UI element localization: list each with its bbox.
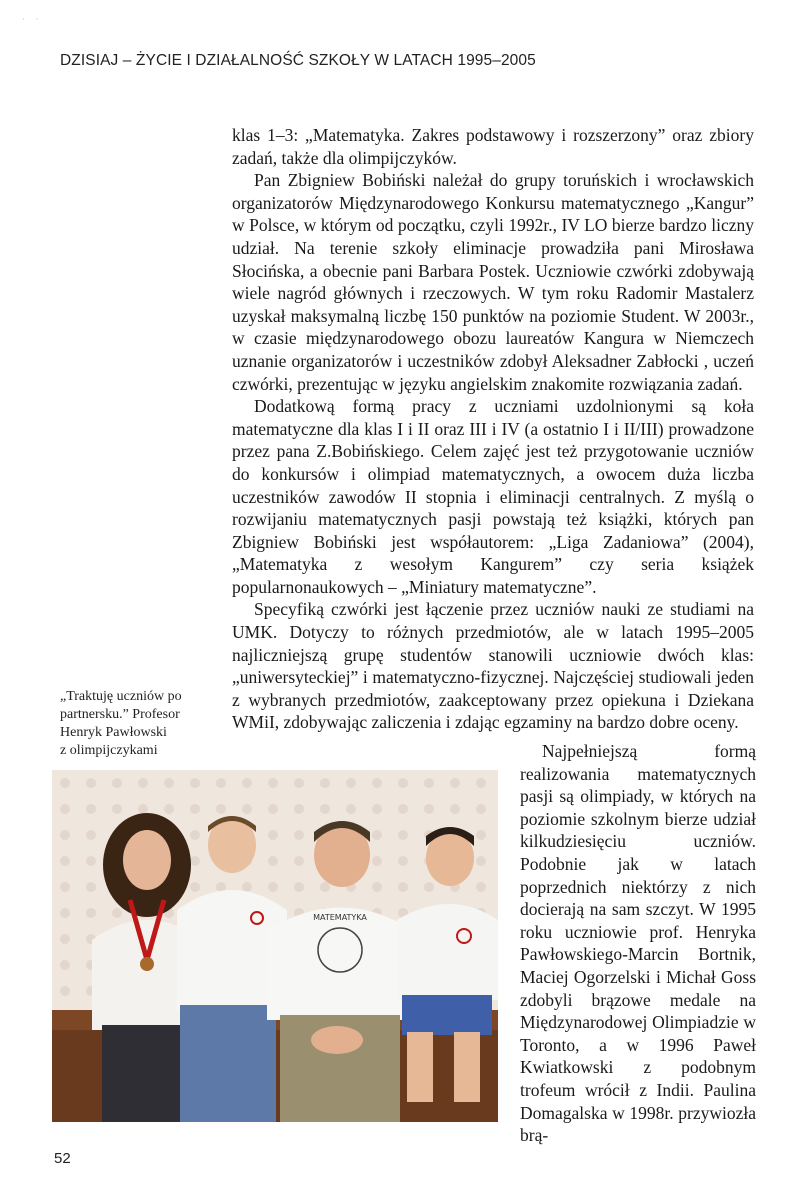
group-photo-illustration	[52, 770, 498, 1122]
main-text-column	[232, 124, 754, 734]
photo-caption	[60, 688, 210, 760]
shirt-text: MATEMATYKA	[313, 913, 367, 922]
caption-line: „Traktuję uczniów po	[60, 689, 182, 704]
caption-line: z olimpijczykami	[60, 743, 158, 758]
group-photo	[52, 770, 498, 1122]
caption-line: partnersku.” Profesor	[60, 707, 180, 722]
scan-corner-mark: · ·	[22, 14, 43, 24]
paragraph-2: Pan Zbigniew Bobiński należał do grupy toruńskich i wrocławskich organizatorów Międzynarodowego Konkursu matematycznego „Kangur” w Polsce, w którym od początku, czyli 1992r., IV LO bierze bardzo liczny udział. Na terenie szkoły eliminacje prowadziła pani Mirosława Słocińska, a obecnie pani Barbara Postek. Uczniowie czwórki zdobywają wiele nagród głównych i rzeczowych. W tym roku Radomir Mastalerz uzyskał maksymalną liczbę 150 punktów na poziomie Student. W 2003r., w czasie międzynarodowego obozu laureatów Kangura w Niemczech uznanie organizatorów i uczestników zdobył Aleksadner Zabłocki , uczeń czwórki, prezentując w języku angielskim znakomite rozwiązania zadań.	[232, 170, 754, 394]
paragraph-5: Najpełniejszą formą realizowania matematycznych pasji są olimpiady, w których na poziomie szkolnym bierze udział kilkudziesięciu uczniów. Podobnie jak w latach poprzednich niektórzy z nich docierają na sam szczyt. W 1995 roku uczniowie prof. Henryka Pawłowskiego-Marcin Bortnik, Maciej Ogorzelski i Michał Goss zdobyli brązowe medale na Międzynarodowej Olimpiadzie w Toronto, a w 1996 Paweł Kwiatkowski z podobnym trofeum wrócił z Indii. Paulina Domagalska w 1998r. przywiozła brą-	[520, 741, 756, 1146]
page-number: 52	[54, 1150, 71, 1167]
paragraph-3: Dodatkową formą pracy z uczniami uzdolnionymi są koła matematyczne dla klas I i II oraz III i IV (a ostatnio I i II/III) prowadzone przez pana Z.Bobińskiego. Celem zajęć jest też przygotowanie uczniów do konkursów i olimpiad matematycznych, a owocem duża liczba uczestników zawodów II stopnia i eliminacji centralnych. Z myślą o rozwijaniu matematycznych pasji powstają też książki, których pan Zbigniew Bobiński jest współautorem: „Liga Zadaniowa” (2004), „Matematyka z wesołym Kangurem” czy seria książek popularnonaukowych – „Miniatury matematyczne”.	[232, 396, 754, 597]
wrapped-text-column	[520, 740, 756, 1147]
paragraph-1: klas 1–3: „Matematyka. Zakres podstawowy i rozszerzony” oraz zbiory zadań, także dla olimpijczyków.	[232, 125, 754, 168]
paragraph-4: Specyfiką czwórki jest łączenie przez uczniów nauki ze studiami na UMK. Dotyczy to różnych przedmiotów, ale w latach 1995–2005 najliczniejszą grupę studentów stanowili uczniowie dwóch klas: „uniwersyteckiej” i matematyczno-fizycznej. Najczęściej studiowali jeden z wybranych przedmiotów, zaakceptowany przez opiekuna i Dziekana WMiI, zdobywając zaliczenia i zdając egzaminy na bardzo dobre oceny.	[232, 599, 754, 733]
running-header: DZISIAJ – ŻYCIE I DZIAŁALNOŚĆ SZKOŁY W LATACH 1995–2005	[60, 52, 536, 69]
caption-line: Henryk Pawłowski	[60, 725, 167, 740]
